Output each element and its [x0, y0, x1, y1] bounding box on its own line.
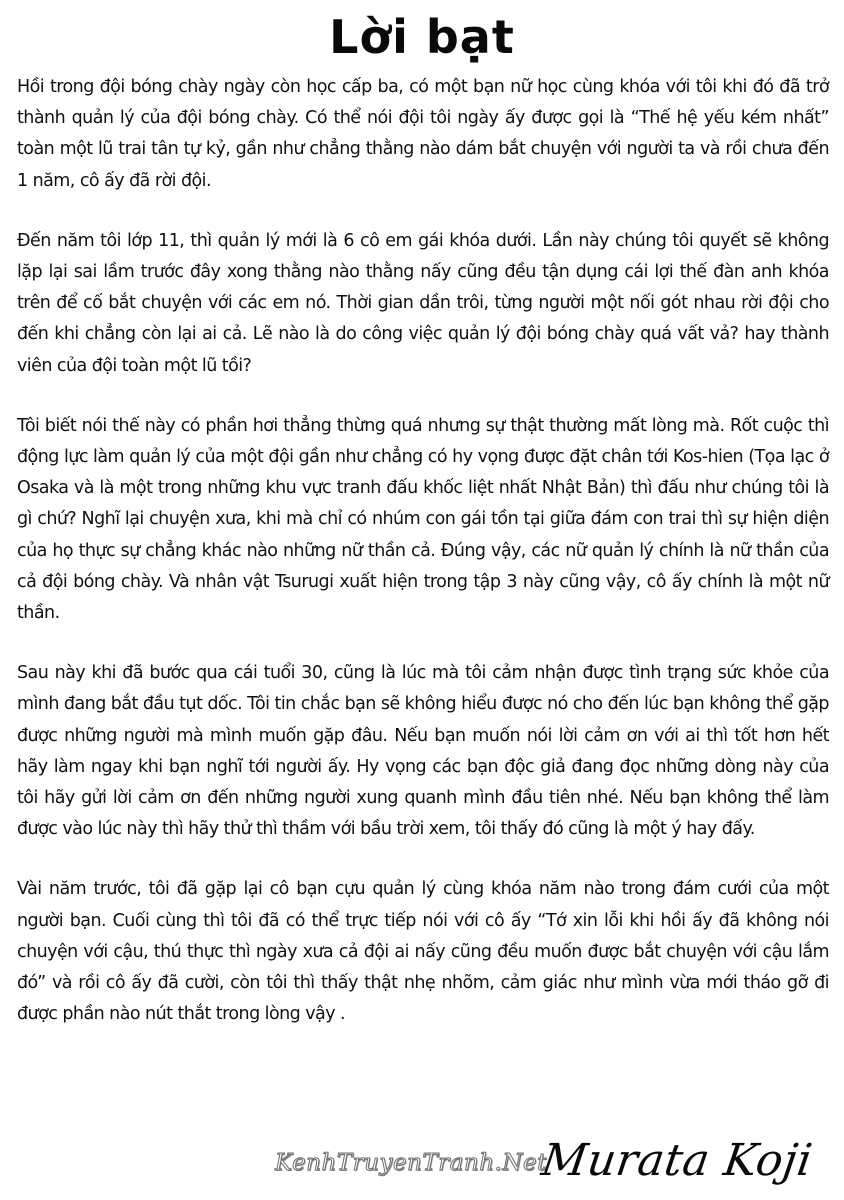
paragraph-4: Sau này khi đã bước qua cái tuổi 30, cũng là lúc mà tôi cảm nhận được tình trạng sức khỏe của mình đang bắt đầu tụt dốc. Tôi tin chắc bạn sẽ không hiểu được nó cho đến lúc bạn không thể gặp được những người mà mình muốn gặp đâu. Nếu bạn muốn nói lời cảm ơn với ai thì tốt hơn hết hãy làm ngay khi bạn nghĩ tới người ấy. Hy vọng các bạn độc giả đang đọc những dòng này của tôi hãy gửi lời cảm ơn đến những người xung quanh mình đầu tiên nhé. Nếu bạn không thể làm được vào lúc này thì hãy thử thì thầm với bầu trời xem, tôi thấy đó cũng là một ý hay đấy.	[17, 663, 829, 840]
paragraph-3: Tôi biết nói thế này có phần hơi thẳng thừng quá nhưng sự thật thường mất lòng mà. Rốt cuộc thì động lực làm quản lý của một đội gần như chẳng có hy vọng được đặt chân tới Kos-hien (Tọa lạc ở Osaka và là một trong những khu vực tranh đấu khốc liệt nhất Nhật Bản) thì đấu như chúng tôi là gì chứ? Nghĩ lại chuyện xưa, khi mà chỉ có nhúm con gái tồn tại giữa đám con trai thì sự hiện diện của họ thực sự chẳng khác nào những nữ thần cả. Đúng vậy, các nữ quản lý chính là nữ thần của cả đội bóng chày. Và nhân vật Tsurugi xuất hiện trong tập 3 này cũng vậy, cô ấy chính là một nữ thần.	[17, 415, 829, 624]
paragraph-1: Hồi trong đội bóng chày ngày còn học cấp ba, có một bạn nữ học cùng khóa với tôi khi đó đã trở thành quản lý của đội bóng chày. Có thể nói đội tôi ngày ấy được gọi là “Thế hệ yếu kém nhất” toàn một lũ trai tân tự kỷ, gần như chẳng thằng nào dám bắt chuyện với người ta và rồi chưa đến 1 năm, cô ấy đã rời đội.	[17, 77, 829, 191]
paragraph-5: Vài năm trước, tôi đã gặp lại cô bạn cựu quản lý cùng khóa năm nào trong đám cưới của một người bạn. Cuối cùng thì tôi đã có thể trực tiếp nói với cô ấy “Tớ xin lỗi khi hồi ấy đã không nói chuyện với cậu, thú thực thì ngày xưa cả đội ai nấy cũng đều muốn được bắt chuyện với cậu lắm đó” và rồi cô ấy đã cười, còn tôi thì thấy thật nhẹ nhõm, cảm giác như mình vừa mới tháo gỡ đi được phần nào nút thắt trong lòng vậy .	[17, 879, 829, 1025]
page-title: Lời bạt	[329, 10, 515, 64]
author-signature: Murata Koji	[538, 1135, 816, 1186]
paragraph-2: Đến năm tôi lớp 11, thì quản lý mới là 6 cô em gái khóa dưới. Lần này chúng tôi quyết sẽ không lặp lại sai lầm trước đây xong thằng nào thằng nấy cũng đều tận dụng cái lợi thế đàn anh khóa trên để cố bắt chuyện với các em nó. Thời gian dần trôi, từng người một nối gót nhau rời đội cho đến khi chẳng còn lại ai cả. Lẽ nào là do công việc quản lý đội bóng chày quá vất vả? hay thành viên của đội toàn một lũ tồi?	[17, 230, 829, 376]
site-watermark: KenhTruyenTranh.Net	[275, 1150, 547, 1176]
afterword-body	[17, 72, 829, 1059]
